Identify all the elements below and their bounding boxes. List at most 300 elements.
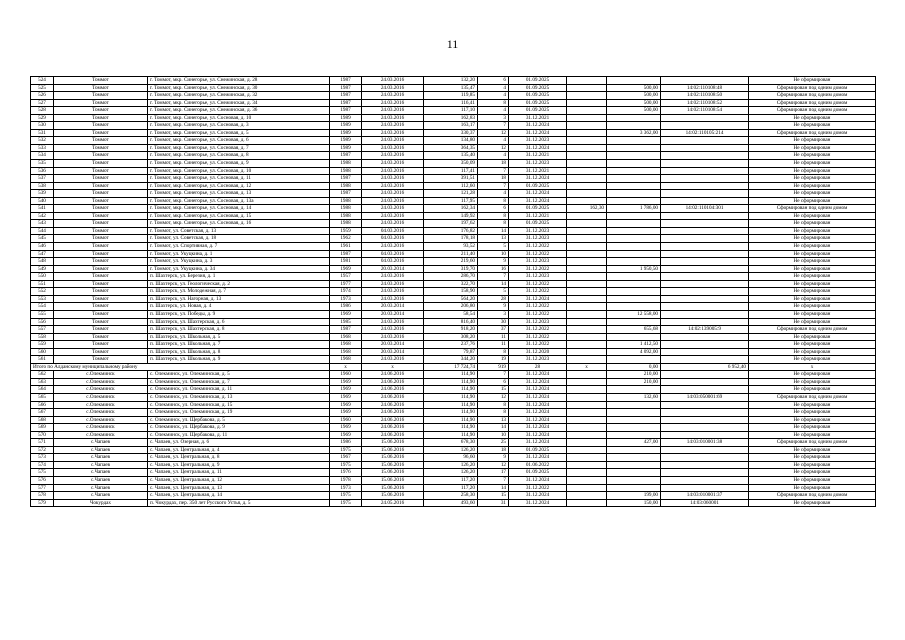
cell-area: 119,85 bbox=[424, 92, 478, 100]
cell-address: п. Шахтерск, ул. Школьная, д. 9 bbox=[148, 356, 330, 364]
cell-land-area bbox=[567, 288, 607, 296]
cell-cadastral-number bbox=[661, 167, 749, 175]
cell-city: Томмот bbox=[54, 310, 148, 318]
summary-col11: 6 952,40 bbox=[661, 363, 749, 371]
cell-residents: 12 bbox=[478, 461, 509, 469]
cell-plot-area bbox=[607, 182, 661, 190]
cell-resettlement-deadline: 31.12.2024 bbox=[509, 197, 567, 205]
cell-recognition-date: 24.03.2016 bbox=[362, 182, 424, 190]
cell-year-built: 1968 bbox=[330, 341, 362, 349]
cell-plot-status: Сформирован под одним домом bbox=[749, 326, 876, 334]
cell-cadastral-number bbox=[661, 114, 749, 122]
summary-year: x bbox=[330, 363, 362, 371]
cell-cadastral-number bbox=[661, 424, 749, 432]
cell-plot-status: Не сформирован bbox=[749, 220, 876, 228]
cell-city: Томмот bbox=[54, 265, 148, 273]
cell-year-built: 1985 bbox=[330, 318, 362, 326]
cell-year-built: 1988 bbox=[330, 212, 362, 220]
cell-year-built: 1987 bbox=[330, 77, 362, 85]
cell-resettlement-deadline: 01.09.2025 bbox=[509, 77, 567, 85]
cell-city: с.Олекминск bbox=[54, 393, 148, 401]
cell-plot-status: Не сформирован bbox=[749, 454, 876, 462]
cell-resettlement-deadline: 31.12.2022 bbox=[509, 303, 567, 311]
cell-address: п. Шахтерск, ул. Школьная, д. 5 bbox=[148, 333, 330, 341]
cell-recognition-date: 24.03.2016 bbox=[362, 205, 424, 213]
table-row bbox=[31, 167, 876, 175]
table-row bbox=[31, 280, 876, 288]
cell-year-built: 1987 bbox=[330, 250, 362, 258]
cell-plot-area: 132,60 bbox=[607, 393, 661, 401]
page-number: 11 bbox=[446, 37, 459, 51]
cell-resettlement-deadline: 31.12.2022 bbox=[509, 243, 567, 251]
cell-area: 121,28 bbox=[424, 190, 478, 198]
cell-year-built: 1987 bbox=[330, 152, 362, 160]
cell-resettlement-deadline: 31.12.2024 bbox=[509, 190, 567, 198]
cell-plot-status: Не сформирован bbox=[749, 122, 876, 130]
cell-plot-status: Не сформирован bbox=[749, 175, 876, 183]
cell-land-area bbox=[567, 439, 607, 447]
table-row bbox=[31, 454, 876, 462]
cell-residents: 6 bbox=[478, 77, 509, 85]
cell-plot-status: Сформирован под одним домом bbox=[749, 393, 876, 401]
cell-recognition-date: 20.03.2014 bbox=[362, 348, 424, 356]
cell-city: Томмот bbox=[54, 348, 148, 356]
cell-recognition-date: 24.06.2016 bbox=[362, 393, 424, 401]
cell-address: г. Томмот, мкр. Синегорье, ул. Снежинская, д. 36 bbox=[148, 107, 330, 115]
cell-resettlement-deadline: 31.12.2024 bbox=[509, 499, 567, 507]
cell-plot-area bbox=[607, 356, 661, 364]
cell-row-number: 540 bbox=[31, 197, 54, 205]
cell-recognition-date: 24.03.2016 bbox=[362, 152, 424, 160]
cell-city: Томмот bbox=[54, 77, 148, 85]
cell-cadastral-number: 14:02:110105:214 bbox=[661, 129, 749, 137]
cell-land-area bbox=[567, 409, 607, 417]
cell-year-built: 1988 bbox=[330, 205, 362, 213]
cell-area: 678,30 bbox=[424, 439, 478, 447]
cell-recognition-date: 24.06.2016 bbox=[362, 386, 424, 394]
cell-address: с. Олекминск, ул. Олекминская, д. 7 bbox=[148, 378, 330, 386]
cell-resettlement-deadline: 31.12.2022 bbox=[509, 341, 567, 349]
table-row bbox=[31, 92, 876, 100]
summary-col9: x bbox=[567, 363, 607, 371]
cell-recognition-date: 24.06.2016 bbox=[362, 378, 424, 386]
cell-resettlement-deadline: 31.12.2022 bbox=[509, 288, 567, 296]
cell-resettlement-deadline: 31.12.2023 bbox=[509, 227, 567, 235]
cell-city: Томмот bbox=[54, 318, 148, 326]
cell-row-number: 530 bbox=[31, 122, 54, 130]
table-row bbox=[31, 401, 876, 409]
cell-year-built: 1978 bbox=[330, 476, 362, 484]
cell-resettlement-deadline: 01.09.2025 bbox=[509, 182, 567, 190]
cell-year-built: 1987 bbox=[330, 92, 362, 100]
cell-address: с. Олекминск, ул. Олекминская, д. 5 bbox=[148, 371, 330, 379]
cell-city: с.Чапаев bbox=[54, 492, 148, 500]
cell-recognition-date: 04.03.2016 bbox=[362, 250, 424, 258]
cell-plot-area bbox=[607, 77, 661, 85]
table-row bbox=[31, 205, 876, 213]
cell-land-area bbox=[567, 129, 607, 137]
cell-row-number: 571 bbox=[31, 439, 54, 447]
cell-residents: 37 bbox=[478, 326, 509, 334]
cell-recognition-date: 24.03.2016 bbox=[362, 107, 424, 115]
cell-city: Томмот bbox=[54, 137, 148, 145]
cell-row-number: 574 bbox=[31, 461, 54, 469]
table-row bbox=[31, 243, 876, 251]
table-row bbox=[31, 197, 876, 205]
cell-resettlement-deadline: 31.12.2023 bbox=[509, 137, 567, 145]
registry-table-wrapper bbox=[30, 76, 875, 507]
table-row bbox=[31, 484, 876, 492]
cell-year-built: 1987 bbox=[330, 99, 362, 107]
cell-year-built: 1989 bbox=[330, 144, 362, 152]
cell-area: 197,62 bbox=[424, 220, 478, 228]
cell-residents: 8 bbox=[478, 220, 509, 228]
cell-resettlement-deadline: 31.12.2023 bbox=[509, 273, 567, 281]
cell-land-area bbox=[567, 107, 607, 115]
cell-address: г. Томмот, мкр. Синегорье, ул. Снежинская, д. 34 bbox=[148, 99, 330, 107]
cell-resettlement-deadline: 31.12.2023 bbox=[509, 160, 567, 168]
table-row bbox=[31, 371, 876, 379]
cell-cadastral-number bbox=[661, 371, 749, 379]
cell-year-built: 1988 bbox=[330, 167, 362, 175]
cell-recognition-date: 15.06.2016 bbox=[362, 492, 424, 500]
cell-year-built: 1988 bbox=[330, 160, 362, 168]
cell-plot-status: Не сформирован bbox=[749, 152, 876, 160]
cell-city: Томмот bbox=[54, 84, 148, 92]
cell-area: 117,10 bbox=[424, 107, 478, 115]
cell-cadastral-number bbox=[661, 175, 749, 183]
cell-year-built: 1969 bbox=[330, 378, 362, 386]
cell-residents: 14 bbox=[478, 424, 509, 432]
cell-row-number: 565 bbox=[31, 393, 54, 401]
summary-label: Итого по Алданскому муниципальному району bbox=[31, 363, 330, 371]
cell-cadastral-number bbox=[661, 273, 749, 281]
cell-resettlement-deadline: 31.12.2023 bbox=[509, 318, 567, 326]
cell-address: п. Шахтерск, ул. Шахтерская, д. 8 bbox=[148, 326, 330, 334]
cell-plot-status: Не сформирован bbox=[749, 265, 876, 273]
cell-resettlement-deadline: 31.12.2024 bbox=[509, 431, 567, 439]
cell-recognition-date: 24.03.2016 bbox=[362, 280, 424, 288]
cell-area: 114,90 bbox=[424, 431, 478, 439]
cell-land-area bbox=[567, 144, 607, 152]
cell-address: г. Томмот, мкр. Синегорье, ул. Сосновая, д. 14 bbox=[148, 205, 330, 213]
cell-city: Томмот bbox=[54, 356, 148, 364]
cell-plot-status: Не сформирован bbox=[749, 212, 876, 220]
cell-cadastral-number bbox=[661, 409, 749, 417]
cell-recognition-date: 24.06.2016 bbox=[362, 371, 424, 379]
cell-resettlement-deadline: 31.12.2023 bbox=[509, 235, 567, 243]
cell-recognition-date: 24.03.2016 bbox=[362, 318, 424, 326]
cell-resettlement-deadline: 01.06.2022 bbox=[509, 461, 567, 469]
cell-area: 114,90 bbox=[424, 401, 478, 409]
cell-resettlement-deadline: 01.09.2025 bbox=[509, 99, 567, 107]
cell-area: 114,90 bbox=[424, 371, 478, 379]
cell-residents: 14 bbox=[478, 227, 509, 235]
cell-row-number: 529 bbox=[31, 114, 54, 122]
table-row bbox=[31, 227, 876, 235]
cell-area: 158,90 bbox=[424, 288, 478, 296]
cell-recognition-date: 24.03.2016 bbox=[362, 295, 424, 303]
cell-resettlement-deadline: 31.12.2022 bbox=[509, 333, 567, 341]
cell-plot-status: Не сформирован bbox=[749, 310, 876, 318]
cell-land-area bbox=[567, 235, 607, 243]
cell-year-built: 1961 bbox=[330, 243, 362, 251]
cell-recognition-date: 15.06.2016 bbox=[362, 461, 424, 469]
cell-resettlement-deadline: 31.12.2024 bbox=[509, 492, 567, 500]
cell-plot-status: Не сформирован bbox=[749, 476, 876, 484]
cell-plot-status: Не сформирован bbox=[749, 273, 876, 281]
cell-city: Томмот bbox=[54, 114, 148, 122]
cell-cadastral-number: 14:03:050001:69 bbox=[661, 393, 749, 401]
cell-plot-area bbox=[607, 295, 661, 303]
table-body-top bbox=[31, 77, 876, 364]
cell-area: 149,92 bbox=[424, 212, 478, 220]
cell-year-built: 1959 bbox=[330, 227, 362, 235]
cell-area: 206,80 bbox=[424, 303, 478, 311]
cell-land-area bbox=[567, 303, 607, 311]
cell-resettlement-deadline: 31.12.2024 bbox=[509, 393, 567, 401]
cell-resettlement-deadline: 31.12.2024 bbox=[509, 129, 567, 137]
cell-address: п. Шахтерск, ул. Школьная, д. 8 bbox=[148, 348, 330, 356]
cell-address: п. Шахтерск, ул. Молодежная, д. 7 bbox=[148, 288, 330, 296]
cell-cadastral-number bbox=[661, 310, 749, 318]
cell-address: п. Шахтерск, ул. Новая, д. 4 bbox=[148, 303, 330, 311]
cell-row-number: 578 bbox=[31, 492, 54, 500]
cell-year-built: 1957 bbox=[330, 273, 362, 281]
cell-cadastral-number bbox=[661, 280, 749, 288]
cell-area: 114,90 bbox=[424, 416, 478, 424]
cell-area: 350,09 bbox=[424, 160, 478, 168]
cell-year-built: 1976 bbox=[330, 469, 362, 477]
cell-residents: 9 bbox=[478, 258, 509, 266]
cell-residents: 7 bbox=[478, 476, 509, 484]
cell-resettlement-deadline: 01.09.2025 bbox=[509, 92, 567, 100]
cell-row-number: 560 bbox=[31, 348, 54, 356]
cell-address: г. Томмот, мкр. Синегорье, ул. Сосновая, д. 15 bbox=[148, 212, 330, 220]
table-row bbox=[31, 341, 876, 349]
cell-residents: 13 bbox=[478, 235, 509, 243]
cell-recognition-date: 15.06.2016 bbox=[362, 454, 424, 462]
cell-row-number: 567 bbox=[31, 409, 54, 417]
cell-plot-status: Сформирован под одним домом bbox=[749, 84, 876, 92]
cell-land-area bbox=[567, 122, 607, 130]
cell-land-area bbox=[567, 484, 607, 492]
cell-area: 816,40 bbox=[424, 318, 478, 326]
cell-year-built: 1989 bbox=[330, 129, 362, 137]
cell-year-built: 1987 bbox=[330, 326, 362, 334]
cell-address: п. Шахтерск, ул. Шахтерская, д. 6 bbox=[148, 318, 330, 326]
cell-residents: 5 bbox=[478, 288, 509, 296]
table-row bbox=[31, 144, 876, 152]
cell-recognition-date: 24.03.2016 bbox=[362, 137, 424, 145]
cell-row-number: 536 bbox=[31, 167, 54, 175]
cell-residents: 9 bbox=[478, 454, 509, 462]
cell-land-area bbox=[567, 386, 607, 394]
cell-land-area bbox=[567, 114, 607, 122]
cell-area: 117,20 bbox=[424, 484, 478, 492]
table-row bbox=[31, 303, 876, 311]
cell-plot-area bbox=[607, 484, 661, 492]
cell-plot-status: Не сформирован bbox=[749, 499, 876, 507]
cell-land-area bbox=[567, 348, 607, 356]
cell-area: 134,80 bbox=[424, 137, 478, 145]
cell-address: с. Олекминск, ул. Щербакова, д. 5 bbox=[148, 416, 330, 424]
cell-area: 135,47 bbox=[424, 84, 478, 92]
cell-plot-status: Не сформирован bbox=[749, 160, 876, 168]
table-row bbox=[31, 114, 876, 122]
cell-land-area bbox=[567, 371, 607, 379]
cell-area: 258,30 bbox=[424, 492, 478, 500]
cell-city: с.Чапаев bbox=[54, 439, 148, 447]
cell-row-number: 553 bbox=[31, 295, 54, 303]
cell-residents: 5 bbox=[478, 243, 509, 251]
cell-area: 493,60 bbox=[424, 499, 478, 507]
cell-plot-area bbox=[607, 401, 661, 409]
cell-residents: 12 bbox=[478, 393, 509, 401]
cell-plot-area bbox=[607, 235, 661, 243]
cell-land-area bbox=[567, 476, 607, 484]
cell-residents: 7 bbox=[478, 122, 509, 130]
cell-land-area bbox=[567, 461, 607, 469]
cell-recognition-date: 24.03.2016 bbox=[362, 77, 424, 85]
cell-residents: 4 bbox=[478, 92, 509, 100]
table-row bbox=[31, 258, 876, 266]
cell-recognition-date: 24.03.2016 bbox=[362, 220, 424, 228]
cell-area: 918,20 bbox=[424, 326, 478, 334]
cell-recognition-date: 15.06.2016 bbox=[362, 484, 424, 492]
cell-row-number: 556 bbox=[31, 318, 54, 326]
cell-row-number: 547 bbox=[31, 250, 54, 258]
cell-recognition-date: 24.03.2016 bbox=[362, 212, 424, 220]
cell-area: 286,70 bbox=[424, 273, 478, 281]
cell-city: Томмот bbox=[54, 197, 148, 205]
cell-plot-area bbox=[607, 273, 661, 281]
cell-cadastral-number bbox=[661, 476, 749, 484]
cell-row-number: 546 bbox=[31, 243, 54, 251]
cell-land-area bbox=[567, 401, 607, 409]
cell-residents: 7 bbox=[478, 167, 509, 175]
cell-area: 58,54 bbox=[424, 310, 478, 318]
cell-residents: 3 bbox=[478, 310, 509, 318]
cell-city: Томмот bbox=[54, 182, 148, 190]
cell-residents: 8 bbox=[478, 401, 509, 409]
cell-plot-status: Не сформирован bbox=[749, 431, 876, 439]
cell-resettlement-deadline: 31.12.2023 bbox=[509, 356, 567, 364]
cell-recognition-date: 04.03.2016 bbox=[362, 227, 424, 235]
cell-address: г. Томмот, ул. Советская, д. 13 bbox=[148, 227, 330, 235]
table-row bbox=[31, 107, 876, 115]
cell-row-number: 542 bbox=[31, 212, 54, 220]
cell-residents: 15 bbox=[478, 492, 509, 500]
cell-address: г. Томмот, мкр. Синегорье, ул. Снежинская, д. 28 bbox=[148, 77, 330, 85]
cell-address: г. Томмот, мкр. Синегорье, ул. Сосновая, д. 6 bbox=[148, 137, 330, 145]
cell-address: с. Олекминск, ул. Олекминская, д. 19 bbox=[148, 409, 330, 417]
cell-cadastral-number: 14:03:010001:38 bbox=[661, 439, 749, 447]
cell-plot-status: Не сформирован bbox=[749, 341, 876, 349]
cell-plot-area bbox=[607, 318, 661, 326]
cell-land-area bbox=[567, 197, 607, 205]
cell-address: г. Томмот, мкр. Синегорье, ул. Снежинская, д. 32 bbox=[148, 92, 330, 100]
cell-year-built: 1986 bbox=[330, 439, 362, 447]
cell-residents: 8 bbox=[478, 197, 509, 205]
cell-address: с. Чапаев, ул. Центральная, д. 9 bbox=[148, 461, 330, 469]
cell-residents: 4 bbox=[478, 152, 509, 160]
cell-resettlement-deadline: 31.12.2024 bbox=[509, 295, 567, 303]
cell-row-number: 566 bbox=[31, 401, 54, 409]
cell-address: п. Шахтерск, ул. Нагорная, д. 13 bbox=[148, 295, 330, 303]
cell-plot-area bbox=[607, 167, 661, 175]
cell-address: г. Томмот, мкр. Синегорье, ул. Сосновая, д. 7 bbox=[148, 144, 330, 152]
cell-plot-status: Не сформирован bbox=[749, 197, 876, 205]
cell-area: 322,70 bbox=[424, 280, 478, 288]
cell-row-number: 557 bbox=[31, 326, 54, 334]
summary-date: x bbox=[362, 363, 424, 371]
cell-plot-area bbox=[607, 386, 661, 394]
cell-land-area bbox=[567, 243, 607, 251]
cell-row-number: 537 bbox=[31, 175, 54, 183]
cell-residents: 12 bbox=[478, 129, 509, 137]
cell-plot-area bbox=[607, 424, 661, 432]
cell-cadastral-number bbox=[661, 386, 749, 394]
cell-cadastral-number bbox=[661, 160, 749, 168]
cell-year-built: 1969 bbox=[330, 265, 362, 273]
cell-plot-status: Не сформирован bbox=[749, 190, 876, 198]
cell-row-number: 545 bbox=[31, 235, 54, 243]
cell-year-built: 1986 bbox=[330, 303, 362, 311]
cell-resettlement-deadline: 31.12.2024 bbox=[509, 476, 567, 484]
summary-count: 919 bbox=[478, 363, 509, 371]
cell-year-built: 1988 bbox=[330, 182, 362, 190]
cell-year-built: 1988 bbox=[330, 197, 362, 205]
cell-year-built: 1962 bbox=[330, 235, 362, 243]
cell-cadastral-number bbox=[661, 469, 749, 477]
cell-plot-status: Не сформирован bbox=[749, 356, 876, 364]
cell-city: Томмот bbox=[54, 326, 148, 334]
cell-cadastral-number bbox=[661, 401, 749, 409]
cell-area: 364,35 bbox=[424, 144, 478, 152]
cell-resettlement-deadline: 31.12.2021 bbox=[509, 167, 567, 175]
cell-area: 219,60 bbox=[424, 258, 478, 266]
cell-plot-area bbox=[607, 431, 661, 439]
table-row bbox=[31, 160, 876, 168]
cell-resettlement-deadline: 31.12.2024 bbox=[509, 371, 567, 379]
cell-address: г. Томмот, ул. Советская, д. 18 bbox=[148, 235, 330, 243]
cell-plot-area bbox=[607, 280, 661, 288]
cell-land-area bbox=[567, 416, 607, 424]
cell-land-area bbox=[567, 167, 607, 175]
cell-year-built: 1975 bbox=[330, 492, 362, 500]
cell-plot-status: Сформирован под одним домом bbox=[749, 492, 876, 500]
cell-year-built: 1960 bbox=[330, 416, 362, 424]
cell-resettlement-deadline: 31.12.2022 bbox=[509, 250, 567, 258]
cell-row-number: 564 bbox=[31, 386, 54, 394]
cell-resettlement-deadline: 31.12.2020 bbox=[509, 348, 567, 356]
cell-recognition-date: 15.06.2016 bbox=[362, 469, 424, 477]
cell-row-number: 525 bbox=[31, 84, 54, 92]
cell-area: 330,37 bbox=[424, 129, 478, 137]
cell-row-number: 526 bbox=[31, 92, 54, 100]
cell-resettlement-deadline: 01.09.2025 bbox=[509, 107, 567, 115]
cell-residents: 10 bbox=[478, 431, 509, 439]
table-row bbox=[31, 310, 876, 318]
cell-row-number: 577 bbox=[31, 484, 54, 492]
cell-city: с.Чапаев bbox=[54, 476, 148, 484]
cell-resettlement-deadline: 31.12.2024 bbox=[509, 144, 567, 152]
cell-year-built: 1969 bbox=[330, 310, 362, 318]
cell-plot-area: 12 558,00 bbox=[607, 310, 661, 318]
cell-row-number: 543 bbox=[31, 220, 54, 228]
cell-plot-area: 427,00 bbox=[607, 439, 661, 447]
